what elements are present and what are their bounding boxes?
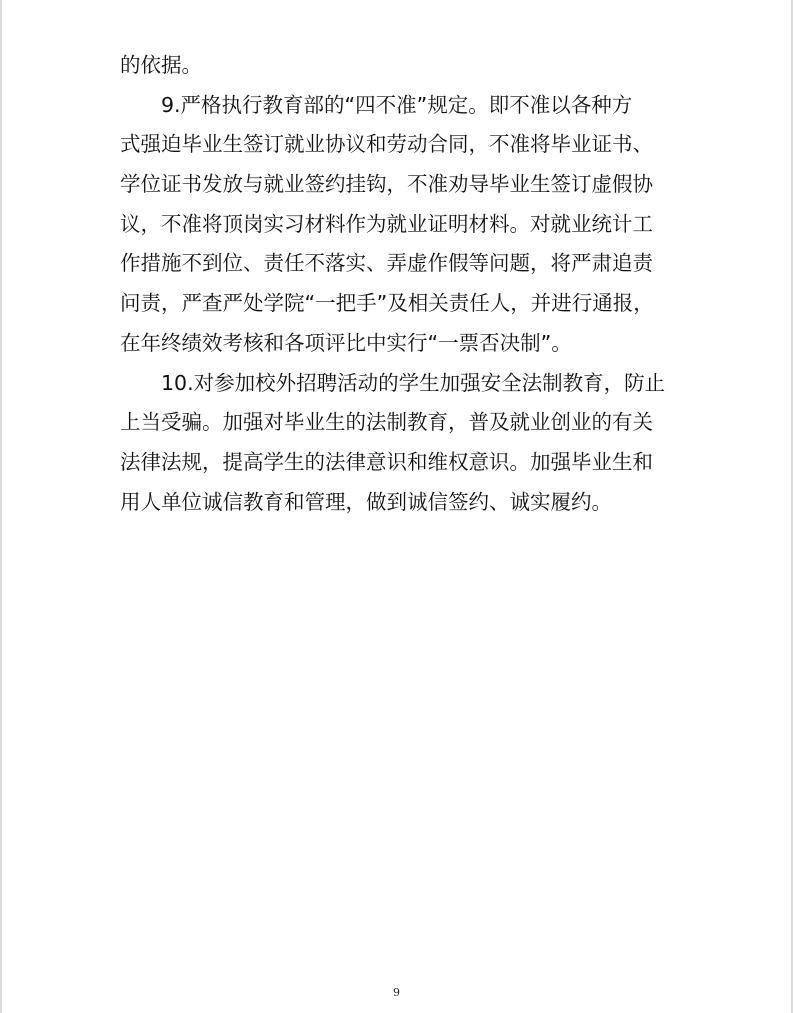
text-line: 学位证书发放与就业签约挂钩，不准劝导毕业生签订虚假协 [120, 172, 653, 197]
text-line: 10.对参加校外招聘活动的学生加强安全法制教育，防止 [161, 370, 666, 395]
text-line: 9.严格执行教育部的“四不准”规定。即不准以各种方 [161, 92, 633, 117]
text-line: 在年终绩效考核和各项评比中实行“一票否决制”。 [120, 330, 572, 355]
text-line: 议，不准将顶岗实习材料作为就业证明材料。对就业统计工 [120, 211, 653, 236]
text-line: 作措施不到位、责任不落实、弄虚作假等问题，将严肃追责 [120, 251, 653, 276]
text-line: 法律法规，提高学生的法律意识和维权意识。加强毕业生和 [120, 449, 653, 474]
text-line: 用人单位诚信教育和管理，做到诚信签约、诚实履约。 [120, 489, 612, 514]
text-line: 问责，严查严处学院“一把手”及相关责任人，并进行通报， [120, 291, 654, 316]
page-left-border [0, 0, 2, 1013]
text-line: 式强迫毕业生签订就业协议和劳动合同，不准将毕业证书、 [120, 132, 653, 157]
body-text [120, 46, 680, 522]
text-line: 上当受骗。加强对毕业生的法制教育，普及就业创业的有关 [120, 410, 653, 435]
page-number: 9 [393, 986, 400, 999]
text-line: 的依据。 [120, 53, 202, 77]
